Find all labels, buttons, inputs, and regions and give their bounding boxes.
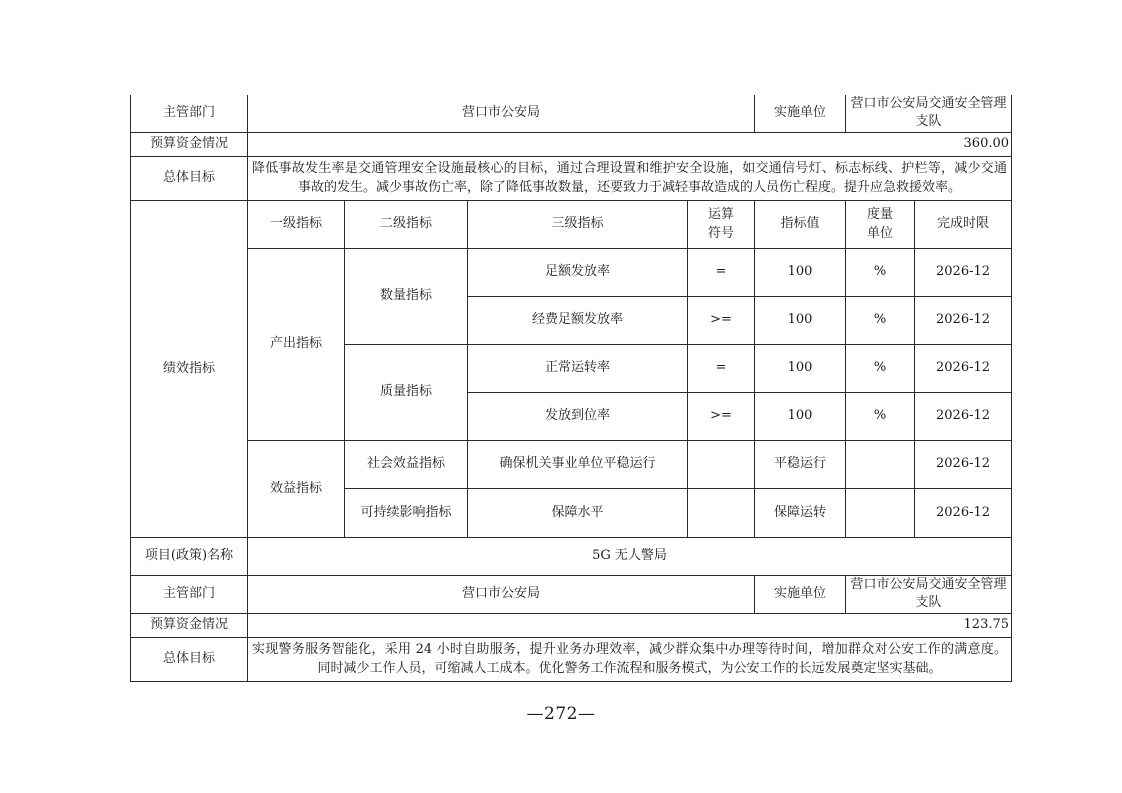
budget-performance-table <box>130 95 1012 682</box>
header-deadline: 完成时限 <box>915 200 1012 248</box>
impl-label: 实施单位 <box>755 95 846 132</box>
indicator-value: 100 <box>755 248 846 296</box>
goal-line-2: 事故的发生。减少事故伤亡率，除了降低事故数量，还要致力于减轻事故造成的人员伤亡程度。提升应急救援效率。 <box>298 180 962 195</box>
indicator-value: 100 <box>755 296 846 344</box>
goal-text-2 <box>248 637 1012 681</box>
budget-value-2: 123.75 <box>248 613 1012 637</box>
budget-row-2 <box>131 613 1012 637</box>
header-value: 指标值 <box>755 200 846 248</box>
dept-label-2: 主管部门 <box>131 575 248 613</box>
indicator-operator: = <box>688 344 755 392</box>
perf-header-row <box>131 200 1012 248</box>
dept-row <box>131 95 1012 132</box>
page-number: —272— <box>526 704 596 724</box>
indicator-name: 保障水平 <box>468 488 688 537</box>
perf-label: 绩效指标 <box>131 200 248 537</box>
indicator-deadline: 2026-12 <box>915 488 1012 537</box>
indicator-deadline: 2026-12 <box>915 440 1012 488</box>
goal-label: 总体目标 <box>131 156 248 200</box>
indicator-name: 经费足额发放率 <box>468 296 688 344</box>
indicator-deadline: 2026-12 <box>915 248 1012 296</box>
indicator-operator <box>688 488 755 537</box>
group-social: 社会效益指标 <box>345 440 468 488</box>
indicator-unit: % <box>846 392 915 440</box>
group-quantity: 数量指标 <box>345 248 468 344</box>
impl-label-2: 实施单位 <box>755 575 846 613</box>
indicator-unit: % <box>846 344 915 392</box>
goal-row-2 <box>131 637 1012 681</box>
indicator-operator: >= <box>688 392 755 440</box>
group-output: 产出指标 <box>248 248 345 440</box>
indicator-value: 100 <box>755 392 846 440</box>
indicator-value: 保障运转 <box>755 488 846 537</box>
budget-label-2: 预算资金情况 <box>131 613 248 637</box>
indicator-unit: % <box>846 248 915 296</box>
indicator-deadline: 2026-12 <box>915 392 1012 440</box>
project-row <box>131 537 1012 575</box>
dept-value: 营口市公安局 <box>248 95 755 132</box>
dept-value-2: 营口市公安局 <box>248 575 755 613</box>
goal-row <box>131 156 1012 200</box>
group-quality: 质量指标 <box>345 344 468 440</box>
header-level3: 三级指标 <box>468 200 688 248</box>
project-label: 项目(政策)名称 <box>131 537 248 575</box>
header-operator: 运算符号 <box>688 200 755 248</box>
indicator-value: 100 <box>755 344 846 392</box>
indicator-unit: % <box>846 296 915 344</box>
indicator-value: 平稳运行 <box>755 440 846 488</box>
indicator-unit <box>846 488 915 537</box>
impl-value-2: 营口市公安局交通安全管理支队 <box>846 575 1012 613</box>
table-row <box>131 248 1012 296</box>
header-level2: 二级指标 <box>345 200 468 248</box>
dept-row-2 <box>131 575 1012 613</box>
indicator-deadline: 2026-12 <box>915 344 1012 392</box>
indicator-operator <box>688 440 755 488</box>
group-benefit: 效益指标 <box>248 440 345 537</box>
goal-label-2: 总体目标 <box>131 637 248 681</box>
header-level1: 一级指标 <box>248 200 345 248</box>
impl-value: 营口市公安局交通安全管理支队 <box>846 95 1012 132</box>
project-value: 5G 无人警局 <box>248 537 1012 575</box>
indicator-operator: >= <box>688 296 755 344</box>
header-unit: 度量单位 <box>846 200 915 248</box>
indicator-deadline: 2026-12 <box>915 296 1012 344</box>
indicator-unit <box>846 440 915 488</box>
group-sustain: 可持续影响指标 <box>345 488 468 537</box>
budget-row <box>131 132 1012 156</box>
goal-line-1: 降低事故发生率是交通管理安全设施最核心的目标，通过合理设置和维护安全设施，如交通信号灯、标志标线、护栏等，减少交通 <box>252 161 1008 176</box>
indicator-name: 正常运转率 <box>468 344 688 392</box>
indicator-name: 确保机关事业单位平稳运行 <box>468 440 688 488</box>
indicator-name: 发放到位率 <box>468 392 688 440</box>
indicator-name: 足额发放率 <box>468 248 688 296</box>
budget-label: 预算资金情况 <box>131 132 248 156</box>
goal-2-line-1: 实现警务服务智能化，采用 24 小时自助服务，提升业务办理效率，减少群众集中办理等待时间，增加群众对公安工作的满意度。 <box>252 642 1008 657</box>
goal-2-line-2: 同时减少工作人员，可缩减人工成本。优化警务工作流程和服务模式，为公安工作的长远发展奠定坚实基础。 <box>317 661 942 676</box>
budget-value: 360.00 <box>248 132 1012 156</box>
goal-text <box>248 156 1012 200</box>
table-row <box>131 440 1012 488</box>
indicator-operator: = <box>688 248 755 296</box>
dept-label: 主管部门 <box>131 95 248 132</box>
